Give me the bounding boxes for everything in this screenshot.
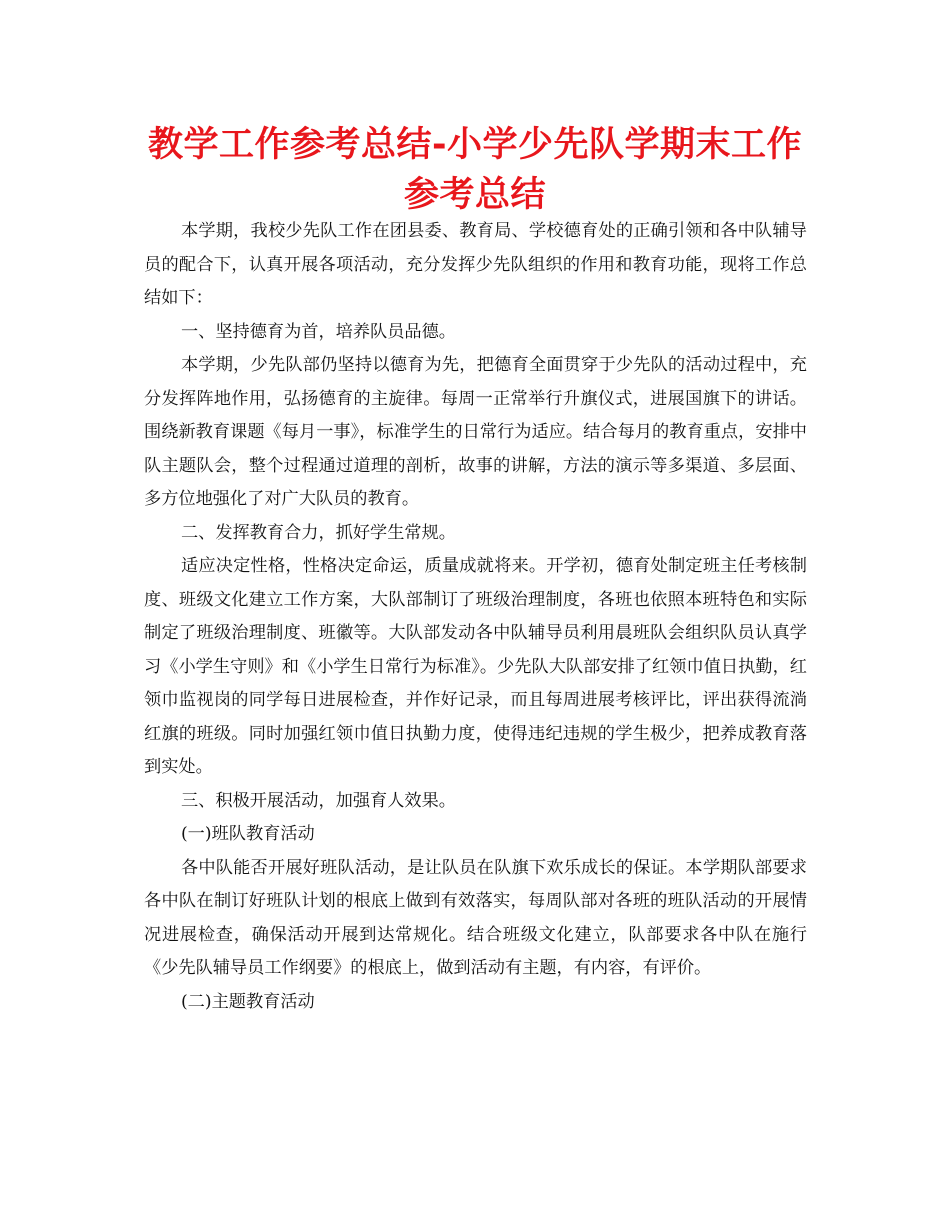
document-title: 教学工作参考总结-小学少先队学期末工作参考总结 <box>147 125 803 215</box>
document-body <box>144 215 807 1019</box>
subsection-heading-1: (一)班队教育活动 <box>180 824 315 844</box>
section-heading-2: 二、发挥教育合力，抓好学生常规。 <box>180 522 456 543</box>
paragraph-intro: 本学期，我校少先队工作在团县委、教育局、学校德育处的正确引领和各中队辅导员的配合下，认真开展各项活动，充分发挥少先队组织的作用和教育功能，现将工作总结如下： <box>144 221 807 308</box>
paragraph-section-2: 适应决定性格，性格决定命运，质量成就将来。开学初，德育处制定班主任考核制度、班级文化建立工作方案，大队部制订了班级治理制度，各班也依照本班特色和实际制定了班级治理制度、班徽等。大队部发动各中队辅导员利用晨班队会组织队员认真学习《小学生守则》和《小学生日常行为标准》。少先队大队部安排了红领巾值日执勤，红领巾监视岗的同学每日进展检查，并作好记录，而且每周进展考核评比，评出获得流淌红旗的班级。同时加强红领巾值日执勤力度，使得违纪违规的学生极少，把养成教育落到实处。 <box>144 556 807 777</box>
section-heading-1: 一、坚持德育为首，培养队员品德。 <box>180 321 456 342</box>
subsection-heading-2: (二)主题教育活动 <box>180 991 315 1012</box>
section-heading-3: 三、积极开展活动，加强育人效果。 <box>180 790 456 811</box>
paragraph-section-1: 本学期，少先队部仍坚持以德育为先，把德育全面贯穿于少先队的活动过程中，充分发挥阵地作用，弘扬德育的主旋律。每周一正常举行升旗仪式，进展国旗下的讲话。围绕新教育课题《每月一事》，标准学生的日常行为适应。结合每月的教育重点，安排中队主题队会，整个过程通过道理的剖析，故事的讲解，方法的演示等多渠道、多层面、多方位地强化了对广大队员的教育。 <box>144 355 807 509</box>
paragraph-subsection-1: 各中队能否开展好班队活动，是让队员在队旗下欢乐成长的保证。本学期队部要求各中队在制订好班队计划的根底上做到有效落实，每周队部对各班的班队活动的开展情况进展检查，确保活动开展到达常规化。结合班级文化建立，队部要求各中队在施行《少先队辅导员工作纲要》的根底上，做到活动有主题，有内容，有评价。 <box>144 857 807 978</box>
